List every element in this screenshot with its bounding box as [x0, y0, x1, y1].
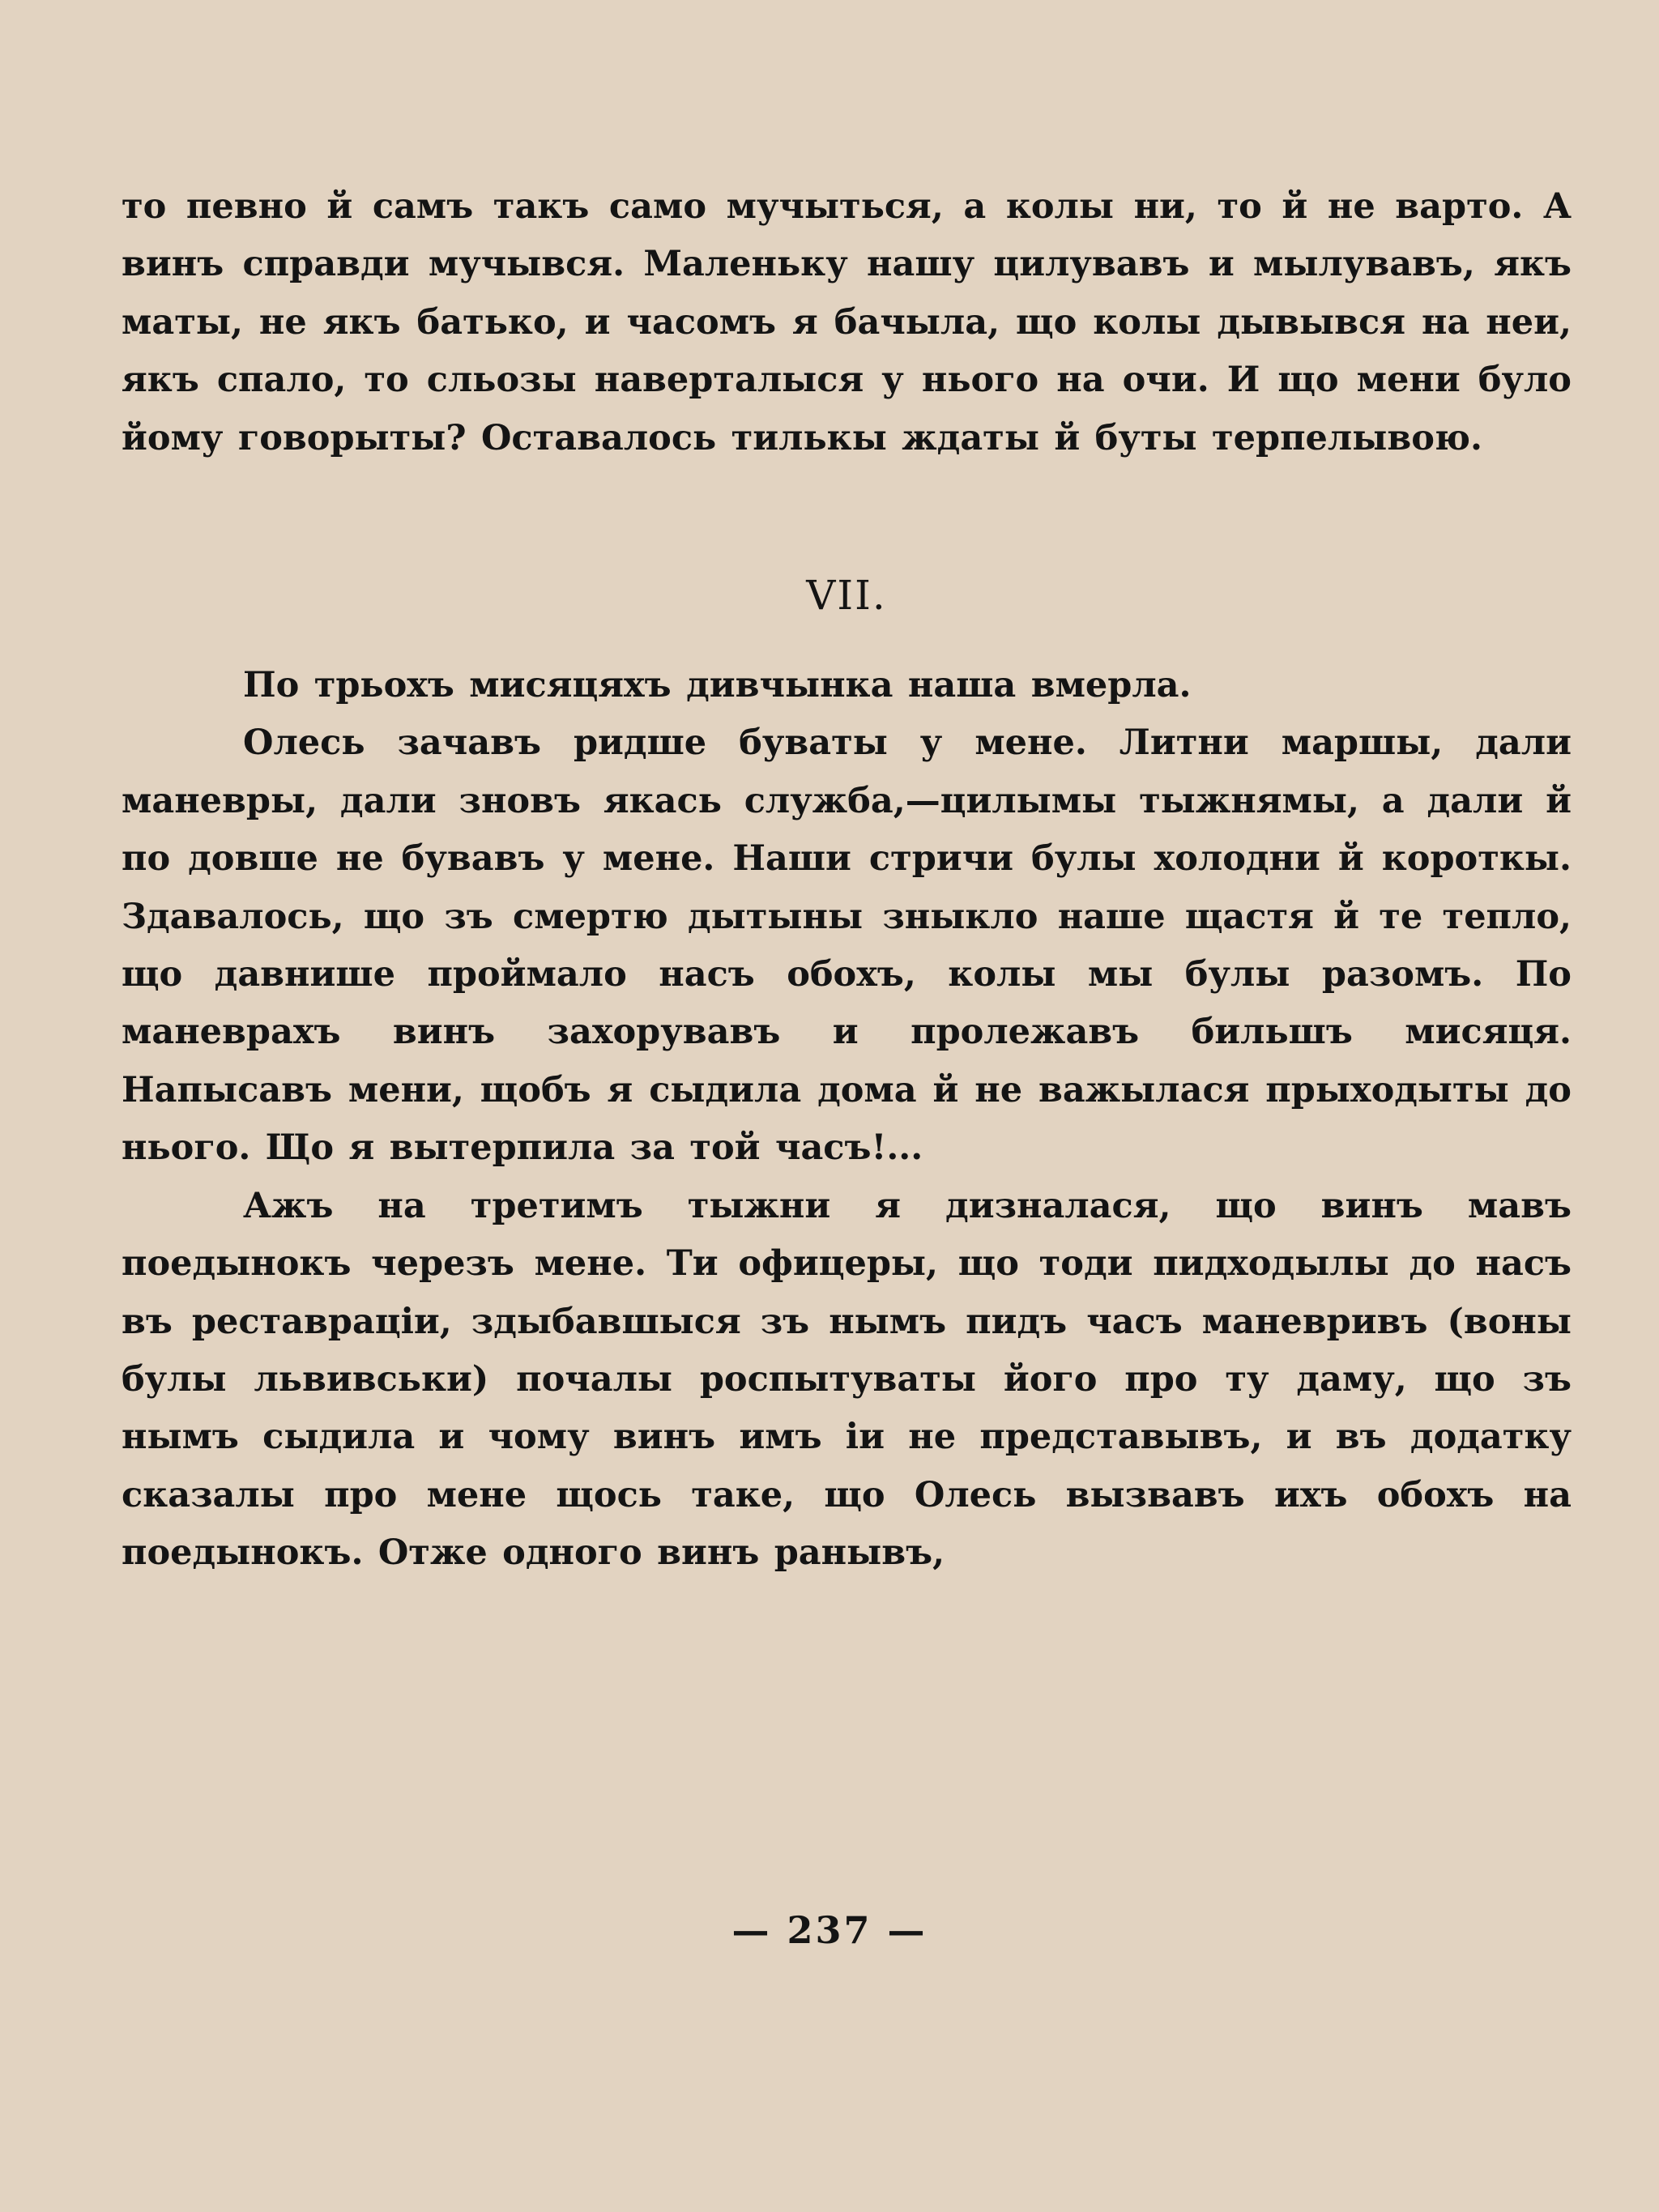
- page-number: — 237 —: [731, 1908, 928, 1952]
- paragraph-2: По трьохъ мисяцяхъ дивчынка наша вмерла.: [243, 665, 1192, 706]
- paragraph-4: Ажъ на третимъ тыжни я дизналася, що винъ мавъ поедынокъ черезъ мене. Ти офицеры, що тоди пидходылы до насъ въ реставраціи, здыбавшыся зъ нымъ пидъ часъ маневривъ (воны булы львивськи) почалы роспытуваты його про ту даму, що зъ нымъ сыдила и чому винъ имъ іи не представывъ, и въ додатку сказалы про мене щось таке, що Олесь вызвавъ ихъ обохъ на поедынокъ. Отже одного винъ ранывъ,: [122, 1185, 1572, 1574]
- page-body: [122, 178, 1572, 1583]
- paragraph-3: Олесь зачавъ ридше буваты у мене. Литни маршы, дали маневры, дали зновъ якась служба,—цилымы тыжнямы, а дали й по довше не бувавъ у мене. Наши стричи булы холодни й короткы. Здавалось, що зъ смертю дытыны зныкло наше щастя й те тепло, що давнише проймало насъ обохъ, колы мы булы разомъ. По маневрахъ винъ захорувавъ и пролежавъ бильшъ мисяця. Напысавъ мени, щобъ я сыдила дома й не важылася прыходыты до нього. Що я вытерпила за той часъ!...: [122, 722, 1572, 1169]
- paragraph-1: то певно й самъ такъ само мучыться, а колы ни, то й не варто. А винъ справди мучывся. Маленьку нашу цилувавъ и мылувавъ, якъ маты, не якъ батько, и часомъ я бачыла, що колы дывывся на неи, якъ спало, то сльозы наверталыся у нього на очи. И що мени було йому говорыты? Оставалось тилькы ждаты й буты терпелывою.: [122, 186, 1572, 458]
- chapter-heading: VII.: [806, 572, 887, 620]
